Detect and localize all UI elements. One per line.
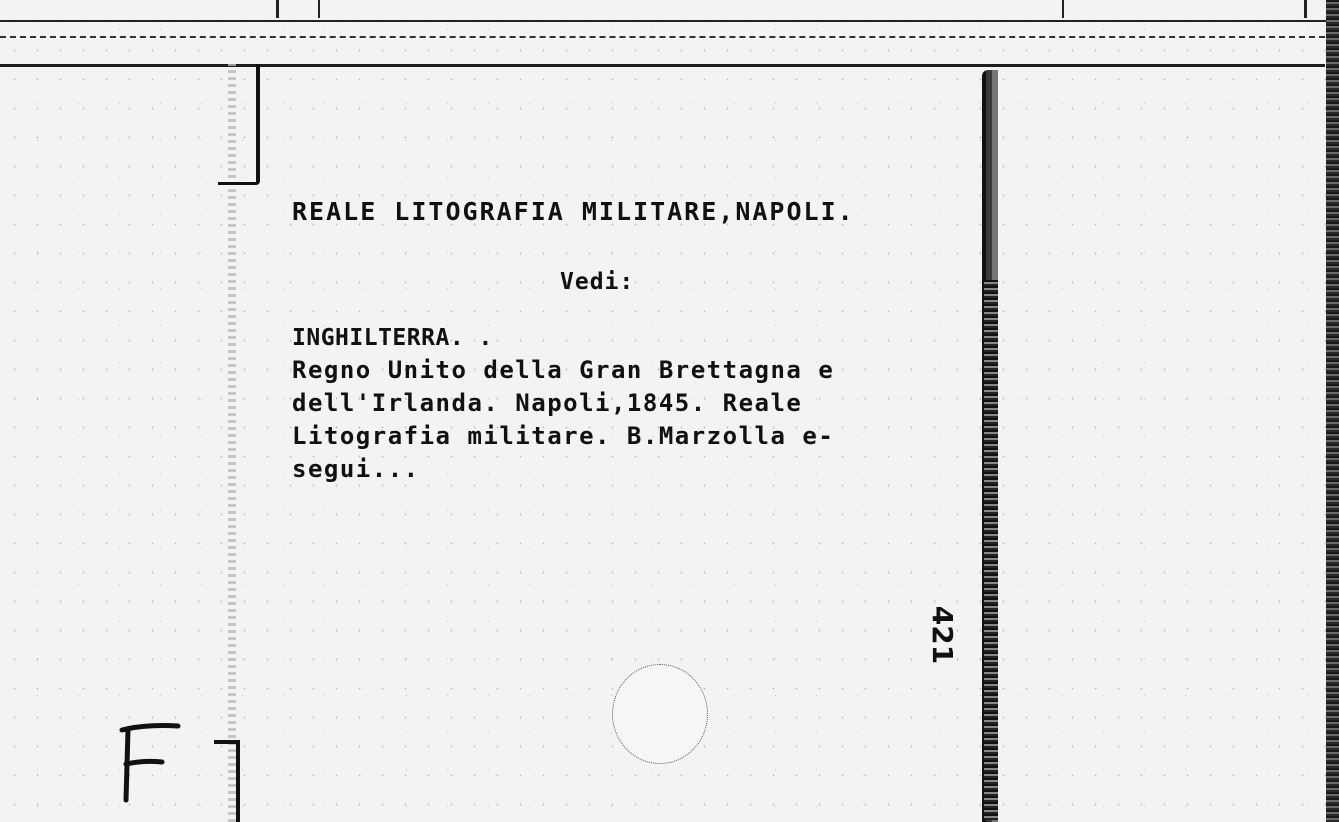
scan-top-band	[0, 0, 1339, 22]
card-bracket-bottom	[236, 742, 246, 822]
top-tick	[318, 0, 320, 18]
scan-right-edge	[1326, 0, 1339, 822]
card-heading: REALE LITOGRAFIA MILITARE,NAPOLI.	[292, 197, 855, 226]
card-bracket-top	[218, 64, 260, 185]
entry-subject: INGHILTERRA. .	[292, 325, 493, 351]
card-right-edge-texture	[984, 280, 998, 820]
top-tick	[276, 0, 279, 18]
catalog-card-text	[292, 196, 952, 486]
top-tick	[1062, 0, 1064, 18]
card-top-edge	[0, 64, 1325, 67]
handwritten-f-mark	[116, 716, 186, 806]
scan-divider-line	[0, 36, 1325, 38]
entry-description: Regno Unito della Gran Brettagna e dell'Irlanda. Napoli,1845. Reale Litografia militare. B.Marzolla e- segui...	[292, 356, 835, 483]
see-reference-label: Vedi:	[560, 269, 635, 295]
top-tick	[1304, 0, 1307, 18]
card-punch-hole	[612, 664, 708, 764]
shelf-number: 421	[926, 605, 960, 665]
